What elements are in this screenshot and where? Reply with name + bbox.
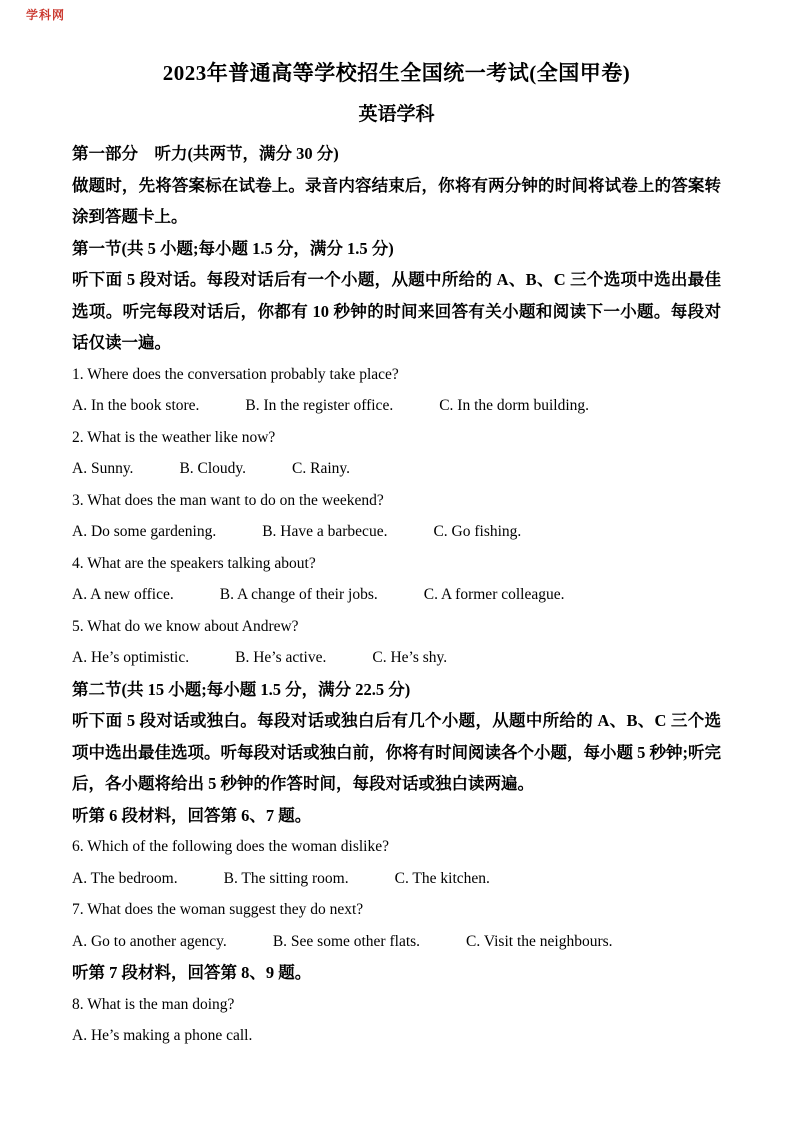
question-6-options [72, 863, 721, 895]
question-6-option-a: A. The bedroom. [72, 869, 178, 887]
question-5-option-a: A. He’s optimistic. [72, 649, 190, 666]
question-2-options [72, 453, 721, 485]
question-7-option-c: C. Visit the neighbours. [466, 932, 613, 950]
question-5-option-b: B. He’s active. [235, 649, 327, 666]
question-1-options [72, 390, 721, 422]
question-8-option-a: A. He’s making a phone call. [72, 1027, 253, 1044]
section1-instructions: 听下面 5 段对话。每段对话后有一个小题，从题中所给的 A、B、C 三个选项中选出最佳选项。听完每段对话后，你都有 10 秒钟的时间来回答有关小题和阅读下一小题。每段对话仅读一遍。 [72, 270, 721, 352]
question-7-text: 7. What does the woman suggest they do next? [72, 901, 364, 918]
question-3-option-c: C. Go fishing. [433, 523, 522, 540]
question-3-option-a: A. Do some gardening. [72, 523, 217, 540]
question-1-option-b: B. In the register office. [245, 397, 394, 414]
question-7-options [72, 926, 721, 958]
question-2-option-b: B. Cloudy. [179, 460, 247, 477]
question-1-text: 1. Where does the conversation probably take place? [72, 365, 399, 383]
question-8-text: 8. What is the man doing? [72, 995, 235, 1013]
question-2-text: 2. What is the weather like now? [72, 428, 276, 446]
question-6-option-c: C. The kitchen. [394, 869, 490, 887]
part1-heading: 第一部分 听力(共两节，满分 30 分) [72, 144, 339, 163]
section2-heading: 第二节(共 15 小题;每小题 1.5 分，满分 22.5 分) [72, 679, 411, 699]
question-5-option-c: C. He’s shy. [372, 649, 448, 666]
question-3-options [72, 516, 721, 548]
question-7-option-a: A. Go to another agency. [72, 932, 227, 950]
question-1-option-c: C. In the dorm building. [439, 397, 590, 414]
question-6-option-b: B. The sitting room. [223, 869, 349, 887]
section2-instructions: 听下面 5 段对话或独白。每段对话或独白后有几个小题，从题中所给的 A、B、C 三个选项中选出最佳选项。听每段对话或独白前，你将有时间阅读各个小题，每小题 5 秒钟;听完后，各小题将给出 5 秒钟的作答时间，每段对话或独白读两遍。 [72, 711, 721, 793]
question-1-option-a: A. In the book store. [72, 397, 200, 414]
question-4-options [72, 579, 721, 611]
question-4-text: 4. What are the speakers talking about? [72, 554, 316, 572]
question-4-option-a: A. A new office. [72, 586, 174, 603]
question-6-text: 6. Which of the following does the woman dislike? [72, 838, 389, 855]
question-5-text: 5. What do we know about Andrew? [72, 617, 299, 635]
paper-body [72, 138, 721, 1052]
part1-note: 做题时，先将答案标在试卷上。录音内容结束后，你将有两分钟的时间将试卷上的答案转涂到答题卡上。 [72, 175, 721, 226]
question-3-option-b: B. Have a barbecue. [262, 523, 388, 540]
question-4-option-b: B. A change of their jobs. [219, 586, 378, 603]
section1-heading: 第一节(共 5 小题;每小题 1.5 分，满分 1.5 分) [72, 238, 394, 258]
question-7-option-b: B. See some other flats. [272, 932, 421, 950]
question-3-text: 3. What does the man want to do on the weekend? [72, 491, 384, 509]
question-2-option-a: A. Sunny. [72, 460, 134, 477]
question-4-option-c: C. A former colleague. [423, 586, 565, 603]
paper-subject: 英语学科 [358, 104, 435, 125]
paper-title: 2023年普通高等学校招生全国统一考试(全国甲卷) [162, 61, 631, 85]
question-2-option-c: C. Rainy. [292, 460, 351, 477]
material-6-label: 听第 6 段材料，回答第 6、7 题。 [72, 805, 312, 825]
red-watermark-stamp: 学科网 [26, 8, 66, 22]
question-5-options [72, 642, 721, 674]
material-7-label: 听第 7 段材料，回答第 8、9 题。 [72, 963, 312, 982]
question-8-options [72, 1020, 721, 1052]
